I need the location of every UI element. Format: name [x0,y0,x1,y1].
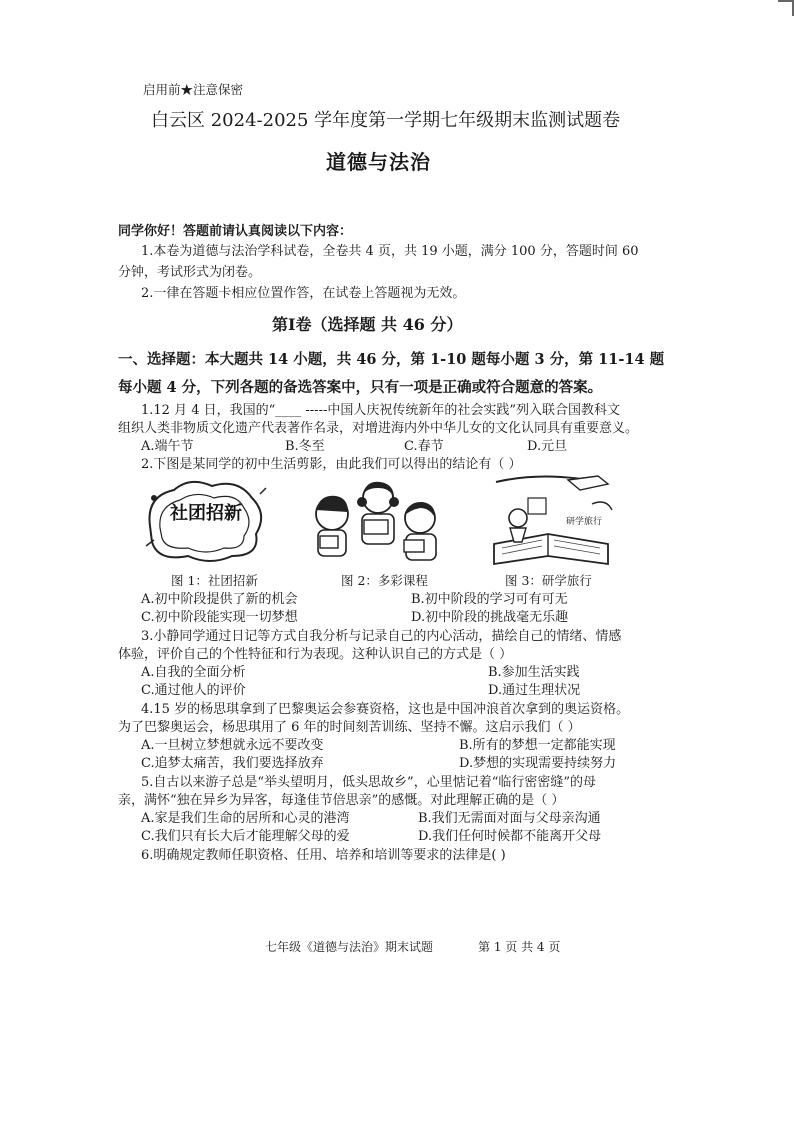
question-3-line1: 3.小静同学通过日记等方式自我分析与记录自己的内心活动，描绘自己的情绪、情感 [141,629,622,644]
question-2-option-d: D.初中阶段的挑战毫无乐趣 [411,610,569,625]
instruction-2: 2.一律在答题卡相应位置作答，在试卷上答题视为无效。 [141,286,466,301]
students-reading-illustration [300,474,450,570]
figure-1-text: 社团招新 [170,503,242,524]
question-5-option-c: C.我们只有长大后才能理解父母的爱 [141,829,350,844]
question-4-line1: 4.15 岁的杨思琪拿到了巴黎奥运会参赛资格，这也是中国冲浪首次拿到的奥运资格。 [141,702,630,717]
question-3-option-a: A.自我的全面分析 [141,665,246,680]
question-2-option-b: B.初中阶段的学习可有可无 [411,592,568,607]
question-5-option-b: B.我们无需面对面与父母亲沟通 [418,811,601,826]
figure-3-study-tour [488,474,618,570]
question-1-option-c: C.春节 [404,439,444,454]
question-4-option-a: A.一旦树立梦想就永远不要改变 [141,738,324,753]
question-4-option-b: B.所有的梦想一定都能实现 [459,738,616,753]
confidential-label: 启用前★注意保密 [143,82,244,97]
question-2-option-c: C.初中阶段能实现一切梦想 [141,610,298,625]
question-5-option-d: D.我们任何时候都不能离开父母 [418,829,602,844]
question-2-option-a: A.初中阶段提供了新的机会 [141,592,298,607]
figure-1-club-recruitment [140,476,270,566]
subject-title: 道德与法治 [326,150,431,174]
section-title: 第Ⅰ卷（选择题 共 46 分） [272,315,463,334]
section-instructions-line1: 一、选择题：本大题共 14 小题，共 46 分，第 1-10 题每小题 3 分，第 11-14 题 [118,351,665,368]
instruction-1-line2: 分钟，考试形式为闭卷。 [118,265,262,280]
figure-1-caption: 图 1：社团招新 [171,573,258,588]
question-5-line1: 5.自古以来游子总是“举头望明月，低头思故乡”，心里惦记着“临行密密缝”的母 [141,775,596,790]
study-tour-illustration [488,474,618,570]
footer-exam-name: 七年级《道德与法治》期末试题 [265,940,434,954]
question-1-option-a: A.端午节 [141,439,194,454]
club-recruitment-illustration [140,476,270,566]
question-4-option-d: D.梦想的实现需要持续努力 [459,756,617,771]
instructions-heading: 同学你好！答题前请认真阅读以下内容： [118,224,353,239]
figure-3-text: 研学旅行 [565,517,603,527]
question-6-stem: 6.明确规定教师任职资格、任用、培养和培训等要求的法律是( ) [141,848,506,863]
figure-2-diverse-courses [300,474,450,570]
question-5-option-a: A.家是我们生命的居所和心灵的港湾 [141,811,350,826]
question-3-option-d: D.通过生理状况 [488,683,581,698]
exam-title: 白云区 2024-2025 学年度第一学期七年级期末监测试题卷 [151,110,621,131]
figure-3-caption: 图 3：研学旅行 [505,573,592,588]
question-5-line2: 亲，满怀“独在异乡为异客，每逢佳节倍思亲”的感慨。对此理解正确的是（ ） [118,793,565,808]
footer-page-number: 第 1 页 共 4 页 [478,940,561,954]
question-2-stem: 2.下图是某同学的初中生活剪影，由此我们可以得出的结论有（ ） [141,457,522,472]
question-3-line2: 体验，评价自己的个性特征和行为表现。这种认识自己的方式是（ ） [118,647,513,662]
question-1-line2: 组织人类非物质文化遗产代表著作名录，对增进海内外中华儿女的文化认同具有重要意义。 [118,421,639,436]
question-4-line2: 为了巴黎奥运会，杨思琪用了 6 年的时间刻苦训练、坚持不懈。这启示我们（ ） [118,720,581,735]
scan-corner-mark [778,0,794,16]
question-1-line1: 1.12 月 4 日，我国的“____ -----中国人庆祝传统新年的社会实践”列入联合国教科文 [141,403,621,418]
question-3-option-b: B.参加生活实践 [488,665,580,680]
question-1-option-b: B.冬至 [285,439,325,454]
question-1-option-d: D.元旦 [527,439,568,454]
question-4-option-c: C.追梦太痛苦，我们要选择放弃 [141,756,324,771]
figure-2-caption: 图 2：多彩课程 [341,573,428,588]
instruction-1-line1: 1.本卷为道德与法治学科试卷，全卷共 4 页，共 19 小题，满分 100 分，答题时间 60 [141,244,639,259]
section-instructions-line2: 每小题 4 分，下列各题的备选答案中，只有一项是正确或符合题意的答案。 [118,379,603,396]
question-3-option-c: C.通过他人的评价 [141,683,246,698]
